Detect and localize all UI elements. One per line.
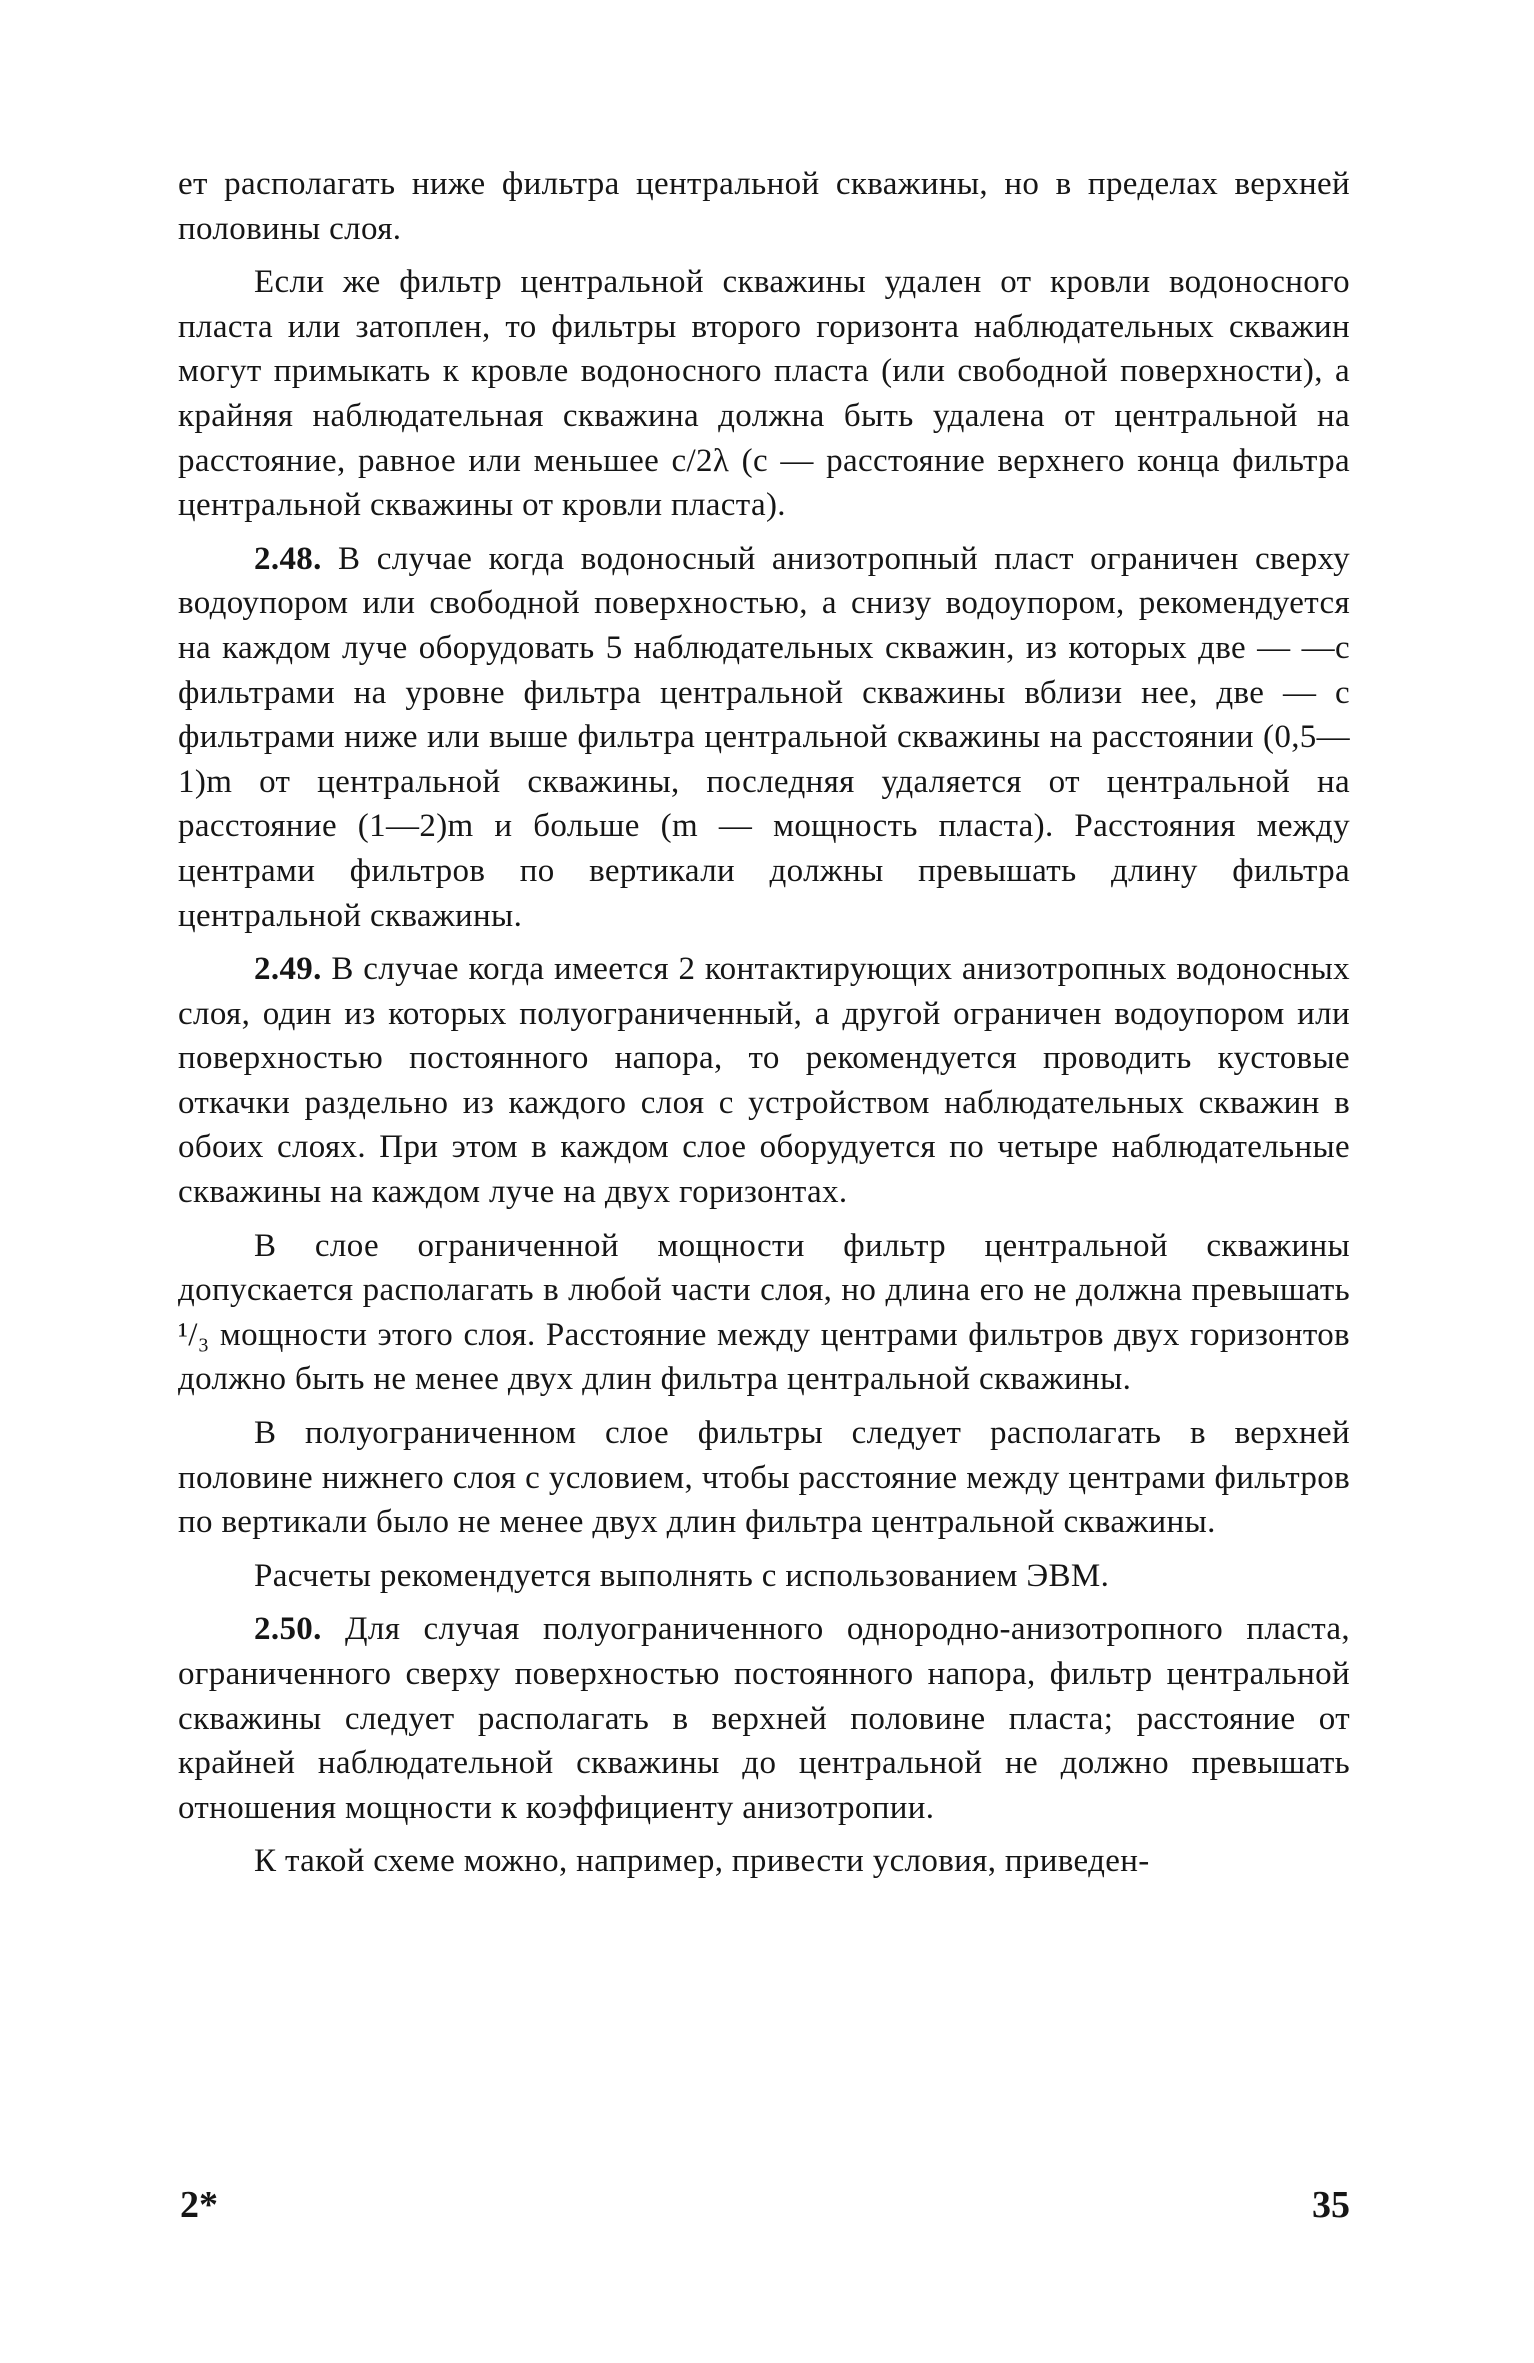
- page-number: 35: [1312, 2184, 1350, 2226]
- paragraph-2-48: [178, 537, 1350, 938]
- paragraph: [178, 1224, 1350, 1402]
- paragraph: [178, 260, 1350, 528]
- paragraph-text: В случае когда имеется 2 контактирующих анизотропных водоносных слоя, один из которых полуограниченный, а другой ограничен водоупором или поверхностью постоянного напора, то рекомендуется проводить кустовые откачки раздельно из каждого слоя с устройством наблюдательных скважин в обоих слоях. При этом в каждом слое оборудуется по четыре наблюдательные скважины на каждом луче на двух горизонтах.: [178, 951, 1350, 1211]
- paragraph-text: ет располагать ниже фильтра центральной скважины, но в пределах верхней половины слоя.: [178, 166, 1350, 247]
- paragraph-text: Расчеты рекомендуется выполнять с использованием ЭВМ.: [254, 1557, 1110, 1594]
- body-text: [178, 162, 1350, 1893]
- paragraph-text: В полуограниченном слое фильтры следует располагать в верхней половине нижнего слоя с условием, чтобы расстояние между центрами фильтров по вертикали было не менее двух длин фильтра центральной скважины.: [178, 1415, 1350, 1541]
- section-number: 2.49.: [254, 951, 322, 988]
- signature-mark: 2*: [180, 2184, 218, 2226]
- paragraph-2-49: [178, 947, 1350, 1215]
- section-number: 2.50.: [254, 1611, 322, 1648]
- paragraph: [178, 1839, 1350, 1884]
- paragraph-text: Если же фильтр центральной скважины удален от кровли водоносного пласта или затоплен, то фильтры второго горизонта наблюдательных скважин могут примыкать к кровле водоносного пласта (или свободной поверхности), а крайняя наблюдательная скважина должна быть удалена от центральной на расстояние, равное или меньшее c/2λ (c — расстояние верхнего конца фильтра центральной скважины от кровли пласта).: [178, 264, 1350, 524]
- paragraph: [178, 1554, 1350, 1599]
- page-footer: [178, 2183, 1350, 2243]
- paragraph: [178, 1411, 1350, 1545]
- paragraph-2-50: [178, 1607, 1350, 1830]
- paragraph-text: В случае когда водоносный анизотропный пласт ограничен сверху водоупором или свободной поверхностью, а снизу водоупором, рекомендуется на каждом луче оборудовать 5 наблюдательных скважин, из которых две — —с фильтрами на уровне фильтра центральной скважины вблизи нее, две — с фильтрами ниже или выше фильтра центральной скважины на расстоянии (0,5—1)m от центральной скважины, последняя удаляется от центральной на расстояние (1—2)m и больше (m — мощность пласта). Расстояния между центрами фильтров по вертикали должны превышать длину фильтра центральной скважины.: [178, 540, 1350, 934]
- paragraph-text: Для случая полуограниченного однородно-анизотропного пласта, ограниченного сверху поверхностью постоянного напора, фильтр центральной скважины следует располагать в верхней половине пласта; расстояние от крайней наблюдательной скважины до центральной не должно превышать отношения мощности к коэффициенту анизотропии.: [178, 1611, 1350, 1826]
- paragraph-continuation: [178, 162, 1350, 251]
- paragraph-text: В слое ограниченной мощности фильтр центральной скважины допускается располагать в любой части слоя, но длина его не должна превышать ¹/₃ мощности этого слоя. Расстояние между центрами фильтров двух горизонтов должно быть не менее двух длин фильтра центральной скважины.: [178, 1227, 1350, 1398]
- paragraph-text: К такой схеме можно, например, привести условия, приведен-: [254, 1843, 1150, 1880]
- section-number: 2.48.: [254, 540, 322, 577]
